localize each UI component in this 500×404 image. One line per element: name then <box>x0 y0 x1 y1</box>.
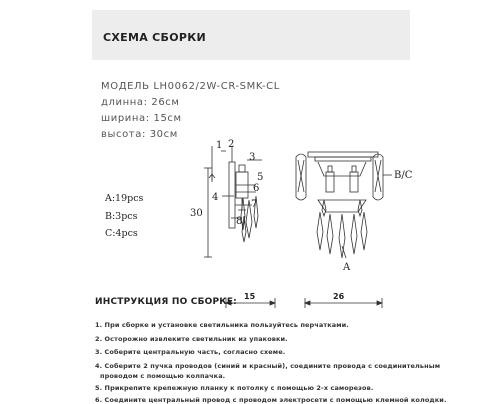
part-b-count: B:3pcs <box>105 211 138 222</box>
callout-bc: B/C <box>394 170 413 181</box>
width-dimension-label: 15 <box>244 292 256 301</box>
callout-5: 5 <box>257 172 264 183</box>
height-dimension-label: 30 <box>190 208 203 219</box>
instruction-step: 5. Прикрепите крепежную планку к потолку с помощью 2-х саморезов. <box>95 384 374 392</box>
callout-3: 3 <box>249 152 256 163</box>
spec-width: ширина: 15см <box>101 113 182 124</box>
callout-4: 4 <box>212 192 219 203</box>
part-c-count: C:4pcs <box>105 228 138 239</box>
length-dimension-label: 26 <box>333 292 345 301</box>
callout-1: 1 <box>216 140 223 151</box>
front-view <box>296 152 392 258</box>
instruction-step: 3. Соберите центральную часть, согласно схеме. <box>95 348 286 356</box>
spec-height: высота: 30см <box>101 129 178 140</box>
part-a-count: A:19pcs <box>105 193 144 204</box>
page-title: СХЕМА СБОРКИ <box>103 31 207 44</box>
instructions-title: ИНСТРУКЦИЯ ПО СБОРКЕ: <box>95 297 237 307</box>
instruction-step-continued: проводом с помощью колпачка. <box>100 372 226 380</box>
spec-length: длинна: 26см <box>101 97 180 108</box>
callout-2: 2 <box>228 139 235 150</box>
callout-a: A <box>343 262 351 273</box>
instruction-step: 1. При сборке и установке светильника пользуйтесь перчатками. <box>95 321 349 329</box>
callout-8: 8 <box>236 216 243 227</box>
callout-7: 7 <box>251 199 258 210</box>
instruction-step: 6. Соедините центральный провод с проводом электросети с помощью клемной колодки. <box>95 396 447 404</box>
spec-model: МОДЕЛЬ LH0062/2W-CR-SMK-CL <box>101 81 280 92</box>
instruction-step: 2. Осторожно извлеките светильник из упаковки. <box>95 335 288 343</box>
callout-6: 6 <box>253 183 260 194</box>
instruction-step: 4. Соберите 2 пучка проводов (синий и красный), соедините провода с соединительным <box>95 362 441 370</box>
